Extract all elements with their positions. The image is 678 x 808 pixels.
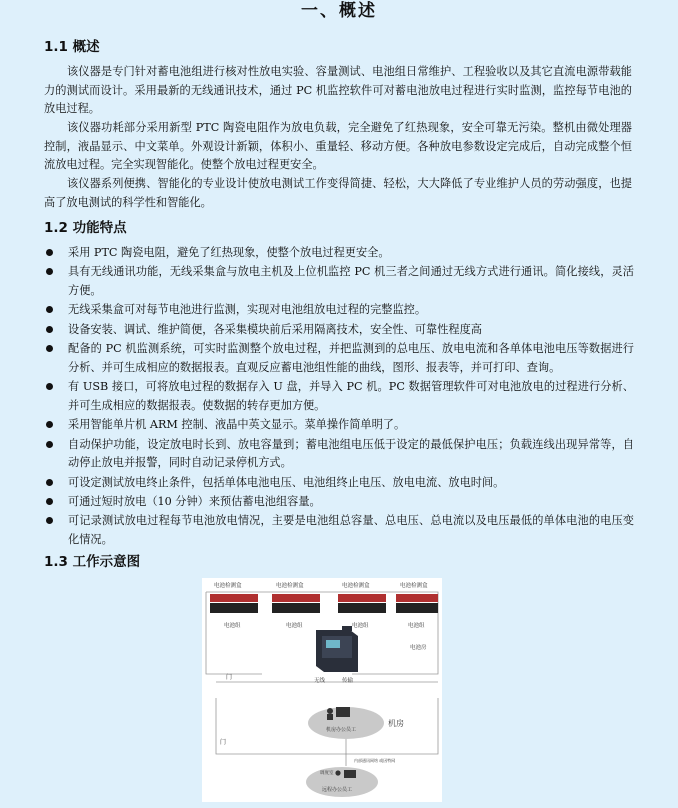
bullet-icon [46, 249, 53, 256]
feature-text: 采用智能单片机 ARM 控制、液晶中英文显示。菜单操作简单明了。 [68, 418, 406, 432]
battery-icon [210, 603, 258, 613]
list-item [44, 301, 634, 320]
feature-text: 设备安装、调试、维护简便，各采集模块前后采用隔离技术，安全性、可靠性程度高 [68, 322, 482, 336]
list-item [44, 340, 634, 377]
list-item [44, 416, 634, 435]
bullet-icon [46, 326, 53, 333]
feature-text: 无线采集盒可对每节电池进行监测，实现对电池组放电过程的完整监控。 [68, 303, 427, 317]
page-title: 一、概述 [301, 1, 377, 21]
feature-text: 自动保护功能，设定放电时长到、放电容量到；蓄电池组电压低于设定的最低保护电压；负载连线出现异常等，自动停止放电并报警，同时自动记录停机方式。 [68, 437, 634, 470]
feature-list [44, 244, 634, 550]
battery-label: 电池组 [352, 623, 369, 629]
detection-box-icon [396, 594, 438, 602]
detection-box-icon [338, 594, 386, 602]
bullet-icon [46, 383, 53, 390]
office-worker-label: 机房办公员工 [326, 727, 357, 733]
door-label: 门 [220, 739, 227, 746]
overview-paragraph-3: 该仪器系列便携、智能化的专业设计使放电测试工作变得简捷、轻松，大大降低了专业维护人员的劳动强度，也提高了放电测试的科学性和智能化。 [44, 177, 632, 209]
feature-text: 有 USB 接口，可将放电过程的数据存入 U 盘，并导入 PC 机。PC 数据管理软件可对电池放电的过程进行分析、并可生成相应的数据报表。使数据的转存更加方便。 [68, 380, 634, 412]
list-item [44, 321, 634, 340]
battery-label: 电池组 [224, 623, 241, 629]
battery-icon [396, 603, 438, 613]
detection-box-icon [272, 594, 320, 602]
feature-text: 可设定测试放电终止条件，包括单体电池电压、电池组终止电压、放电电流、放电时间。 [68, 475, 505, 489]
list-item [44, 244, 634, 263]
bullet-icon [46, 479, 53, 486]
room-label: 电池房 [410, 645, 427, 651]
section-heading-features: 1.2 功能特点 [44, 220, 127, 236]
list-item [44, 512, 634, 549]
battery-label: 电池组 [286, 623, 303, 629]
overview-paragraph-1: 该仪器是专门针对蓄电池组进行核对性放电实验、容量测试、电池组日常维护、工程验收以及其它直流电源带载能力的测试而设计。采用最新的无线通讯技术，通过 PC 机监控软件可对蓄电池放电过程进行实时监测，监控每节电池的放电过程。 [44, 65, 632, 116]
remote-caption: 调度室 [320, 771, 334, 776]
battery-icon [338, 603, 386, 613]
feature-text: 配备的 PC 机监测系统，可实时监测整个放电过程，并把监测到的总电压、放电电流和各单体电池电压等数据进行分析、并可生成相应的数据报表。直观反应蓄电池组性能的曲线，图形、报表等，并可打印、查询。 [68, 342, 634, 374]
list-item [44, 436, 634, 473]
box-label: 电池检测盒 [276, 583, 304, 589]
bullet-icon [46, 517, 53, 524]
feature-text: 可通过短时放电（10 分钟）来预估蓄电池组容量。 [68, 494, 321, 508]
feature-text: 采用 PTC 陶瓷电阻，避免了红热现象，使整个放电过程更安全。 [68, 246, 390, 259]
section-heading-diagram: 1.3 工作示意图 [44, 554, 141, 570]
feature-text: 可记录测试放电过程每节电池放电情况，主要是电池组总容量、总电压、总电流以及电压最低的单体电池的电压变化情况。 [68, 514, 634, 546]
network-label: 内部通讯网络 或因特网 [354, 758, 396, 763]
box-label: 电池检测盒 [342, 583, 370, 589]
battery-icon [272, 603, 320, 613]
bullet-icon [46, 268, 53, 275]
box-label: 电池检测盒 [400, 583, 428, 589]
bullet-icon [46, 441, 53, 448]
detection-box-icon [210, 594, 258, 602]
bullet-icon [46, 498, 53, 505]
transfer-label: 传输 [342, 678, 354, 684]
work-diagram [202, 578, 442, 802]
list-item [44, 474, 634, 493]
battery-label: 电池组 [408, 623, 425, 629]
door-label: 门 [226, 674, 233, 681]
wireless-label: 无线 [314, 678, 326, 684]
discharge-host-icon [316, 626, 358, 672]
feature-text: 具有无线通讯功能，无线采集盒与放电主机及上位机监控 PC 机三者之间通过无线方式进行通讯。简化接线，灵活方便。 [68, 265, 634, 297]
box-label: 电池检测盒 [214, 583, 242, 589]
section-heading-overview: 1.1 概述 [44, 39, 100, 55]
list-item [44, 263, 634, 300]
list-item [44, 493, 634, 512]
bullet-icon [46, 306, 53, 313]
bullet-icon [46, 345, 53, 352]
remote-worker-label: 远程办公员工 [322, 787, 353, 793]
overview-paragraph-2: 该仪器功耗部分采用新型 PTC 陶瓷电阻作为放电负载，完全避免了红热现象，安全可靠无污染。整机由微处理器控制，液晶显示、中文菜单。外观设计新颖，体积小、重量轻、移动方便。各种放电参数设定完成后，自动完成整个恒流放电过程。完全实现智能化。使整个放电过程更安全。 [44, 121, 632, 172]
list-item [44, 378, 634, 415]
machine-room-label: 机房 [388, 719, 404, 728]
bullet-icon [46, 421, 53, 428]
